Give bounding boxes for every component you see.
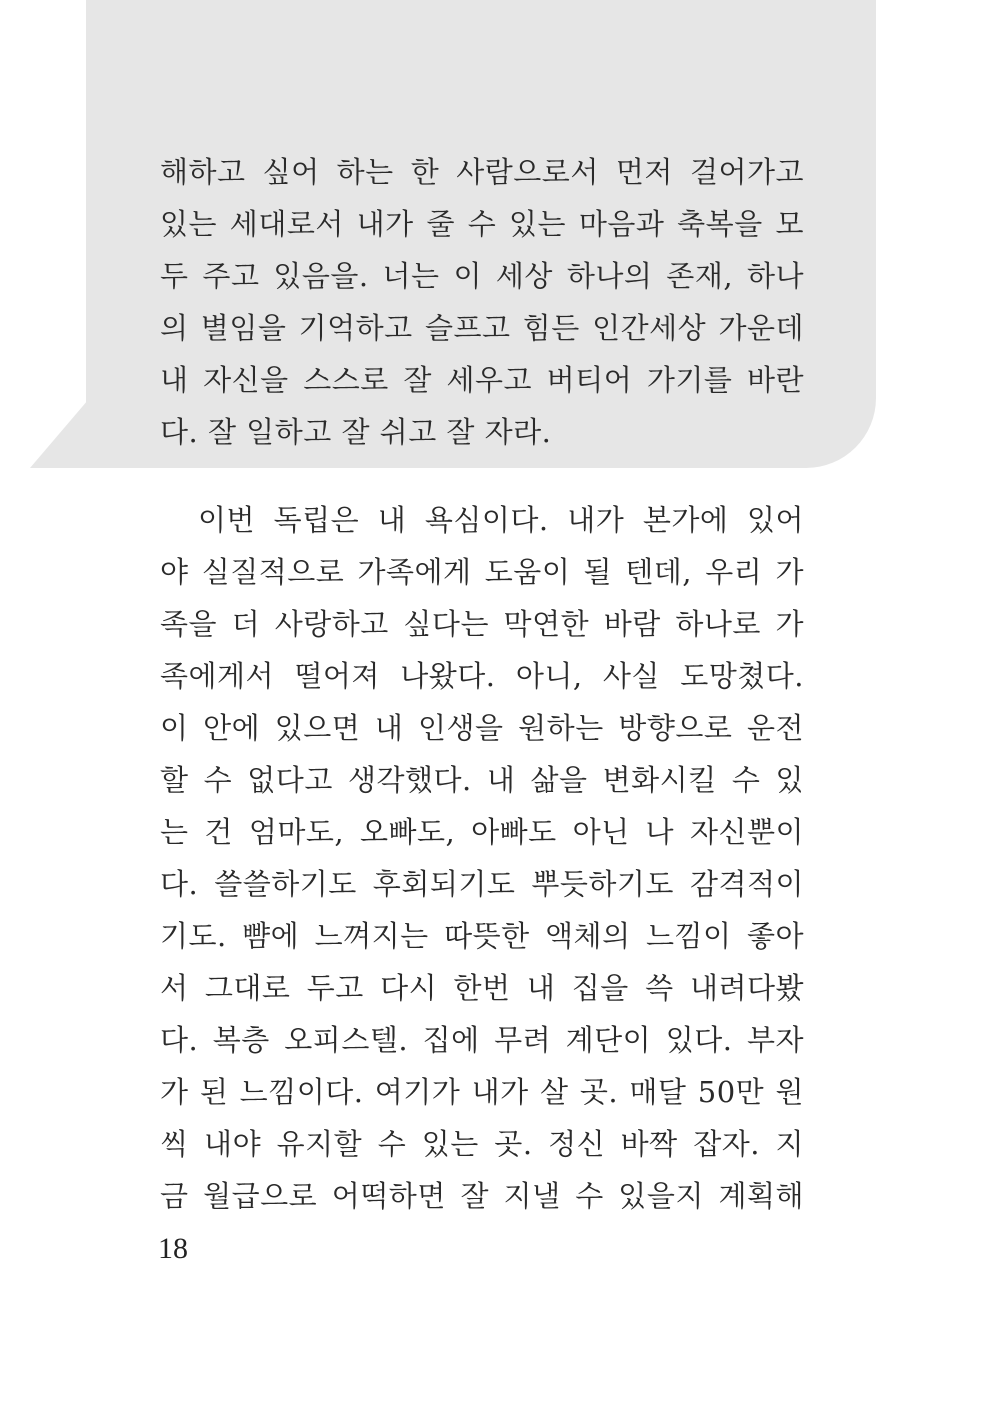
quote-line: 해하고 싶어 하는 한 사람으로서 먼저 걸어가고 bbox=[160, 155, 804, 189]
speech-bubble-tail bbox=[30, 400, 88, 468]
body-line: 서 그대로 두고 다시 한번 내 집을 쓱 내려다봤 bbox=[160, 971, 804, 1005]
body-line: 다. 복층 오피스텔. 집에 무려 계단이 있다. 부자 bbox=[160, 1023, 804, 1057]
body-line: 이번 독립은 내 욕심이다. 내가 본가에 있어 bbox=[198, 503, 804, 537]
body-line: 가 된 느낌이다. 여기가 내가 살 곳. 매달 50만 원 bbox=[160, 1075, 804, 1109]
page-number: 18 bbox=[158, 1232, 188, 1265]
body-line: 는 건 엄마도, 오빠도, 아빠도 아닌 나 자신뿐이 bbox=[160, 815, 804, 849]
quote-line: 내 자신을 스스로 잘 세우고 버티어 가기를 바란 bbox=[160, 363, 804, 397]
quote-line: 다. 잘 일하고 잘 쉬고 잘 자라. bbox=[160, 415, 552, 449]
body-line: 금 월급으로 어떡하면 잘 지낼 수 있을지 계획해 bbox=[160, 1179, 804, 1213]
quote-line: 두 주고 있음을. 너는 이 세상 하나의 존재, 하나 bbox=[160, 259, 804, 293]
body-line: 족을 더 사랑하고 싶다는 막연한 바람 하나로 가 bbox=[160, 607, 804, 641]
quote-line: 의 별임을 기억하고 슬프고 힘든 인간세상 가운데 bbox=[160, 311, 804, 345]
body-line: 할 수 없다고 생각했다. 내 삶을 변화시킬 수 있 bbox=[160, 763, 804, 797]
quote-text bbox=[160, 146, 804, 458]
quote-line: 있는 세대로서 내가 줄 수 있는 마음과 축복을 모 bbox=[160, 207, 804, 241]
body-line: 야 실질적으로 가족에게 도움이 될 텐데, 우리 가 bbox=[160, 555, 804, 589]
body-line: 다. 쓸쓸하기도 후회되기도 뿌듯하기도 감격적이 bbox=[160, 867, 804, 901]
body-line: 씩 내야 유지할 수 있는 곳. 정신 바짝 잡자. 지 bbox=[160, 1127, 804, 1161]
body-line: 기도. 뺨에 느껴지는 따뜻한 액체의 느낌이 좋아 bbox=[160, 919, 804, 953]
body-line: 족에게서 떨어져 나왔다. 아니, 사실 도망쳤다. bbox=[160, 659, 804, 693]
body-line: 이 안에 있으면 내 인생을 원하는 방향으로 운전 bbox=[160, 711, 804, 745]
body-paragraph bbox=[160, 494, 804, 1222]
